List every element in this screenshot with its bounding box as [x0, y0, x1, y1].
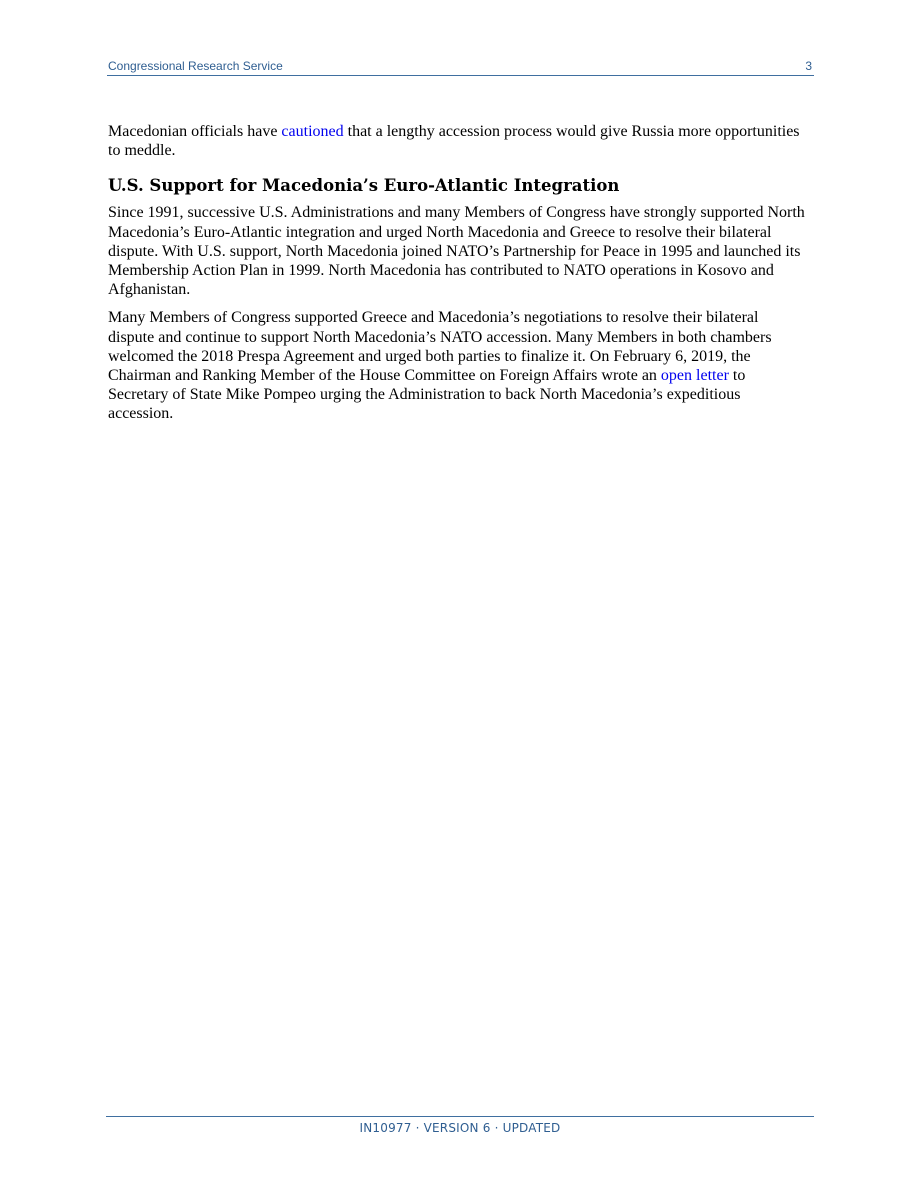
congress-paragraph — [108, 308, 808, 423]
congress-text-end: to Secretary of State Mike Pompeo urging the Administration to back North Macedonia’s expeditious accession. — [108, 367, 746, 423]
intro-paragraph — [108, 122, 808, 160]
section-heading: U.S. Support for Macedonia’s Euro-Atlantic Integration — [108, 176, 620, 196]
document-body — [108, 122, 808, 433]
support-paragraph: Since 1991, successive U.S. Administrations and many Members of Congress have strongly supported North Macedonia’s Euro-Atlantic integration and urged North Macedonia and Greece to resolve their bilateral dispute. With U.S. support, North Macedonia joined NATO’s Partnership for Peace in 1995 and launched its Membership Action Plan in 1999. North Macedonia has contributed to NATO operations in Kosovo and Afghanistan. — [108, 204, 805, 299]
cautioned-link[interactable]: cautioned — [281, 123, 344, 140]
page-number: 3 — [805, 59, 812, 73]
intro-text-end: that a lengthy accession process would give Russia more opportunities to meddle. — [108, 123, 800, 160]
congress-text-start: Many Members of Congress supported Greece and Macedonia’s negotiations to resolve their bilateral dispute and continue to support North Macedonia’s NATO accession. Many Members in both chambers welcomed the 2018 Prespa Agreement and urged both parties to finalize it. On February 6, 2019, the Chairman and Ranking Member of the House Committee on Foreign Affairs wrote an — [108, 309, 772, 385]
page-header — [107, 58, 814, 76]
organization-name: Congressional Research Service — [108, 59, 283, 73]
intro-text-start: Macedonian officials have — [108, 123, 282, 140]
document-id: IN10977 · VERSION 6 · UPDATED — [359, 1121, 561, 1135]
open-letter-link[interactable]: open letter — [660, 367, 729, 385]
page-footer — [106, 1116, 814, 1135]
